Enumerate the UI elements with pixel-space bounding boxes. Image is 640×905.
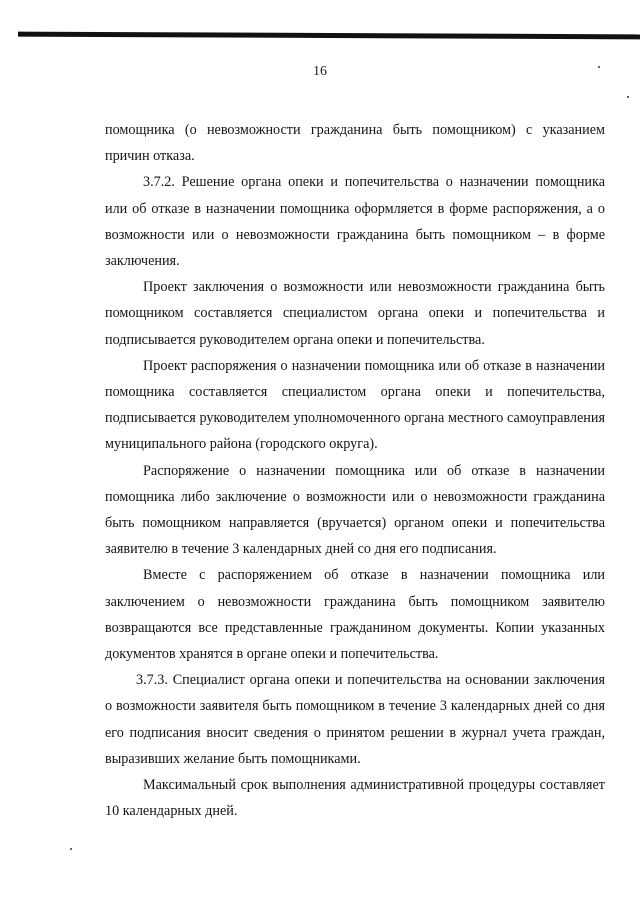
scan-speck xyxy=(598,66,600,68)
paragraph: помощника (о невозможности гражданина быть помощником) с указанием причин отказа. xyxy=(105,122,605,165)
paragraph: 3.7.3. Специалист органа опеки и попечительства на основании заключения о возможности заявителя быть помощником в течение 3 календарных дней со дня его подписания вносит сведения о принятом решении в журнал учета граждан, выразивших желание быть помощниками. xyxy=(105,672,605,767)
paragraph: Распоряжение о назначении помощника или об отказе в назначении помощника либо заключение о возможности или о невозможности гражданина быть помощником направляется (вручается) органом опеки и попечительства заявителю в течение 3 календарных дней со дня его подписания. xyxy=(105,462,605,558)
scan-speck xyxy=(627,96,629,98)
paragraph: Проект распоряжения о назначении помощника или об отказе в назначении помощника составляется специалистом органа опеки и попечительства, подписывается руководителем уполномоченного органа местного самоуправления муниципального района (городского округа). xyxy=(105,357,605,453)
scan-speck xyxy=(70,848,72,850)
paragraph: Вместе с распоряжением об отказе в назначении помощника или заключением о невозможности гражданина быть помощником заявителю возвращаются все представленные гражданином документы. Копии указанных документов хранятся в органе опеки и попечительства. xyxy=(105,567,605,663)
header-rule xyxy=(18,32,640,40)
page-number: 16 xyxy=(313,64,327,79)
body-text xyxy=(105,117,605,824)
paragraph: Проект заключения о возможности или невозможности гражданина быть помощником составляется специалистом органа опеки и попечительства и подписывается руководителем органа опеки и попечительства. xyxy=(105,279,605,348)
paragraph: 3.7.2. Решение органа опеки и попечительства о назначении помощника или об отказе в назначении помощника оформляется в форме распоряжения, а о возможности или о невозможности гражданина быть помощником – в форме заключения. xyxy=(105,174,605,270)
paragraph: Максимальный срок выполнения административной процедуры составляет 10 календарных дней. xyxy=(105,777,605,820)
